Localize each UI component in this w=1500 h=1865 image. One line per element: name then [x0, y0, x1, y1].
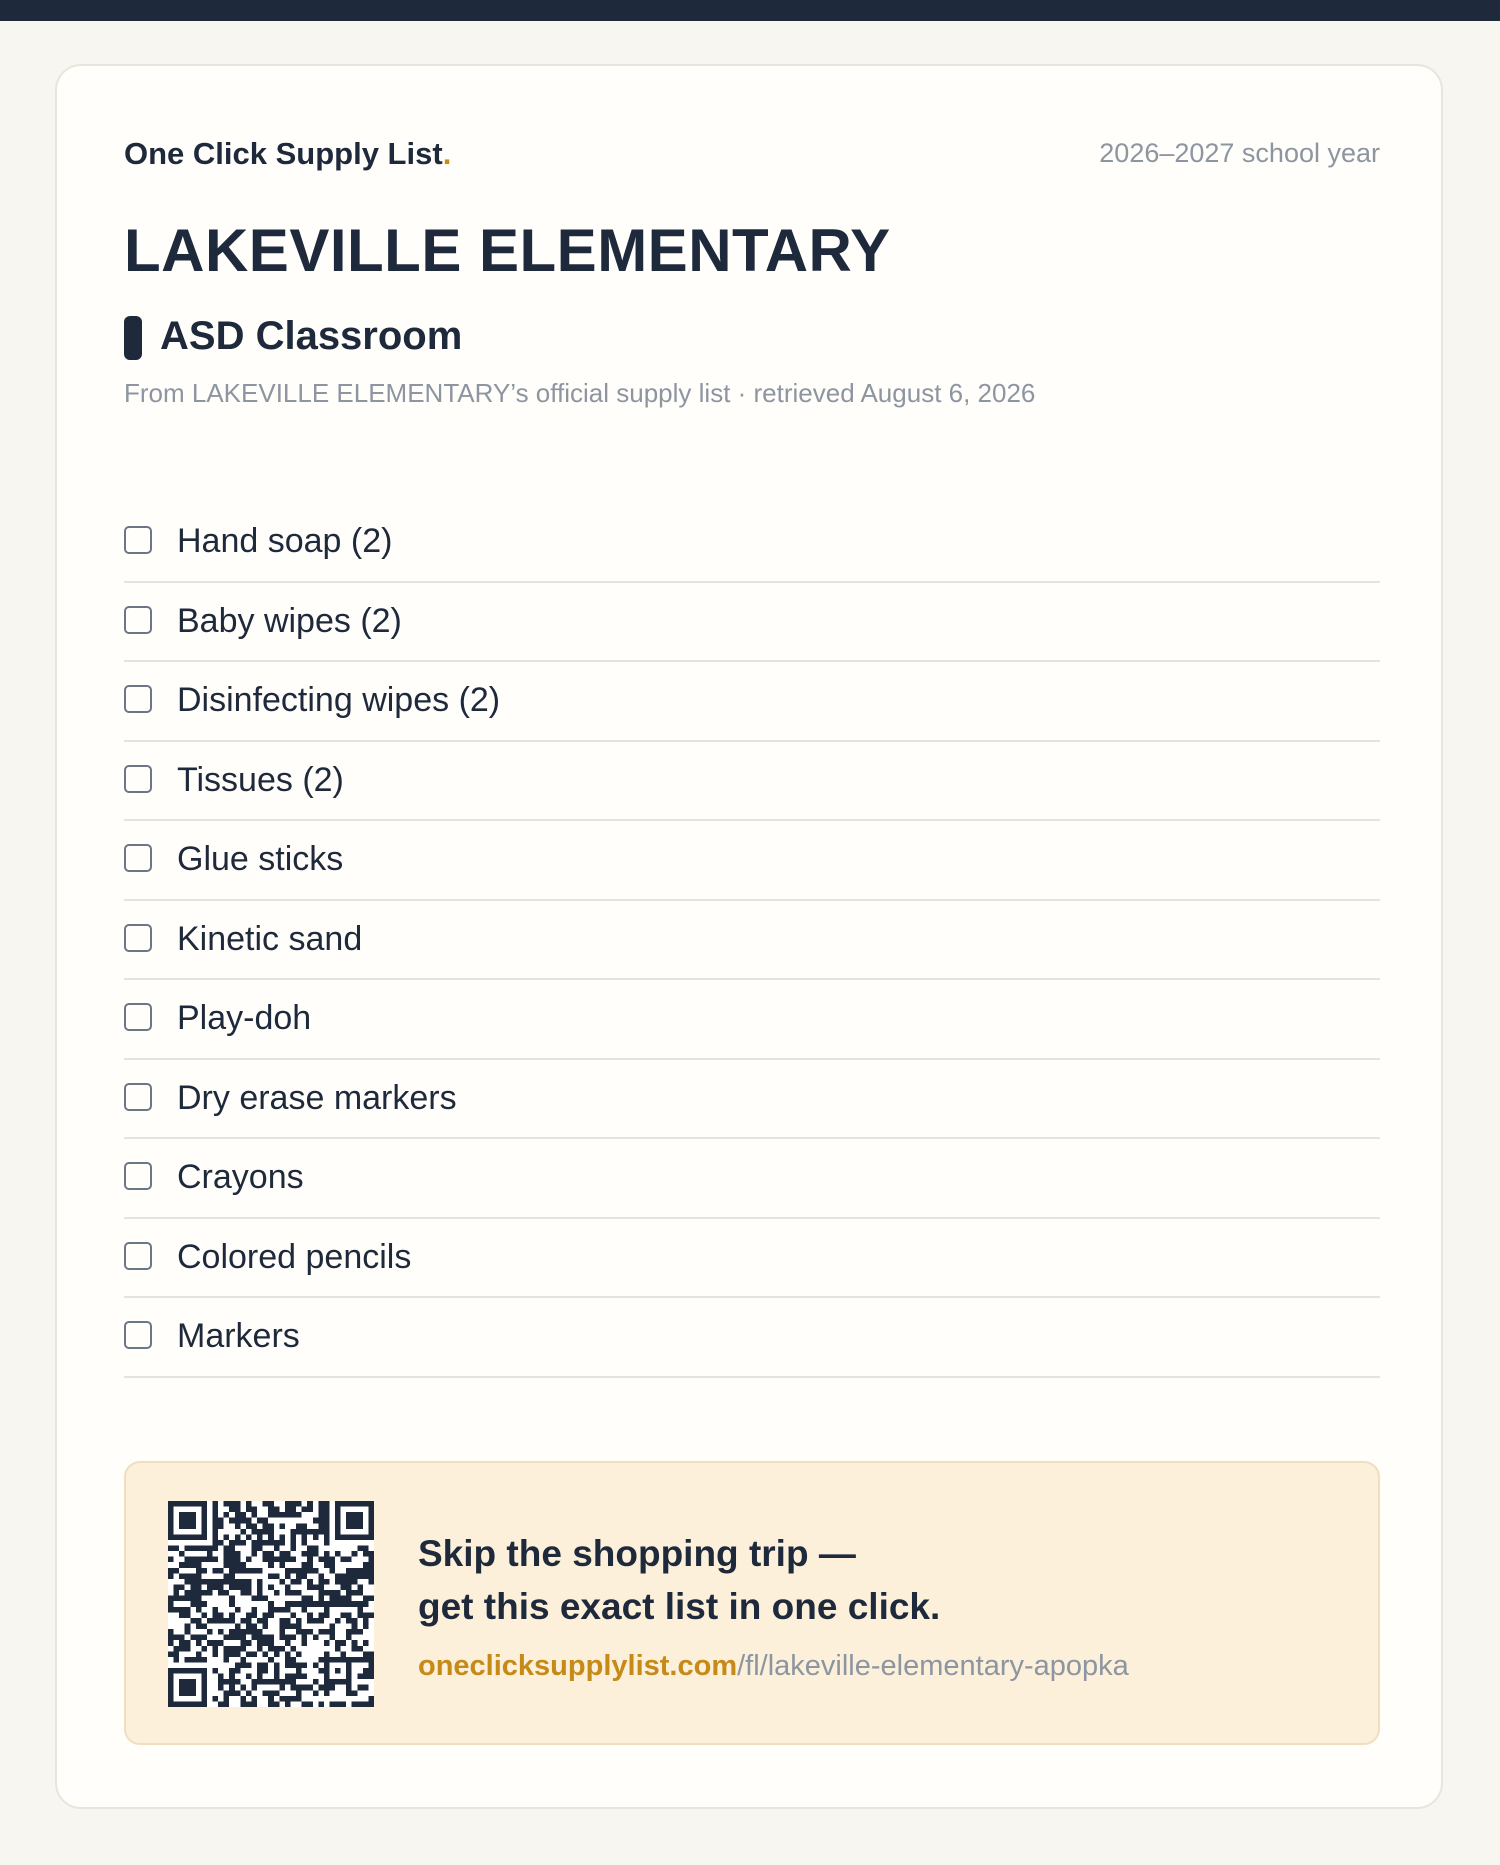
- list-item-label: Kinetic sand: [177, 919, 363, 958]
- list-item[interactable]: [124, 901, 1380, 981]
- checkbox[interactable]: [124, 526, 152, 554]
- promo-link[interactable]: [418, 1650, 1129, 1683]
- list-item[interactable]: [124, 980, 1380, 1060]
- supply-list-card: [55, 64, 1443, 1809]
- checkbox[interactable]: [124, 844, 152, 872]
- list-item-label: Dry erase markers: [177, 1078, 457, 1117]
- list-item-label: Crayons: [177, 1158, 304, 1196]
- school-name: LAKEVILLE ELEMENTARY: [124, 217, 891, 284]
- brand-name: One Click Supply List: [124, 136, 443, 171]
- checkbox[interactable]: [124, 765, 152, 793]
- checkbox[interactable]: [124, 1162, 152, 1190]
- promo-title: [418, 1527, 940, 1633]
- list-item[interactable]: [124, 1139, 1380, 1219]
- promo-banner: [124, 1461, 1380, 1745]
- supply-checklist: [124, 503, 1380, 1378]
- list-item[interactable]: [124, 503, 1380, 583]
- qr-code-icon[interactable]: [168, 1501, 374, 1707]
- list-item[interactable]: [124, 742, 1380, 822]
- checkbox[interactable]: [124, 1242, 152, 1270]
- promo-title-line-1: Skip the shopping trip —: [418, 1533, 856, 1574]
- source-note: From LAKEVILLE ELEMENTARY’s official supply list · retrieved August 6, 2026: [124, 378, 1036, 408]
- checkbox[interactable]: [124, 1321, 152, 1349]
- promo-title-line-2: get this exact list in one click.: [418, 1586, 941, 1627]
- list-item[interactable]: [124, 1298, 1380, 1378]
- list-item-label: Play-doh: [177, 999, 312, 1037]
- list-item[interactable]: [124, 821, 1380, 901]
- classroom-accent-bar: [124, 316, 142, 360]
- school-year: 2026–2027 school year: [1099, 138, 1380, 168]
- list-item-label: Hand soap (2): [177, 522, 393, 560]
- checkbox[interactable]: [124, 924, 152, 952]
- list-item-label: Colored pencils: [177, 1237, 412, 1276]
- list-item-label: Markers: [177, 1317, 300, 1355]
- promo-url-host[interactable]: oneclicksupplylist.com: [418, 1650, 738, 1682]
- list-item-label: Baby wipes (2): [177, 601, 402, 640]
- top-bar: [0, 0, 1500, 21]
- checkbox[interactable]: [124, 606, 152, 634]
- list-item[interactable]: [124, 1219, 1380, 1299]
- list-item[interactable]: [124, 662, 1380, 742]
- checkbox[interactable]: [124, 1003, 152, 1031]
- list-item[interactable]: [124, 1060, 1380, 1140]
- brand-dot: .: [442, 136, 452, 171]
- brand-logo: [124, 136, 451, 172]
- classroom-name: ASD Classroom: [160, 314, 463, 358]
- checkbox[interactable]: [124, 1083, 152, 1111]
- list-item[interactable]: [124, 583, 1380, 663]
- checkbox[interactable]: [124, 685, 152, 713]
- promo-url-path[interactable]: /fl/lakeville-elementary-apopka: [737, 1650, 1129, 1682]
- list-item-label: Glue sticks: [177, 840, 344, 878]
- list-item-label: Tissues (2): [177, 760, 344, 799]
- list-item-label: Disinfecting wipes (2): [177, 681, 501, 719]
